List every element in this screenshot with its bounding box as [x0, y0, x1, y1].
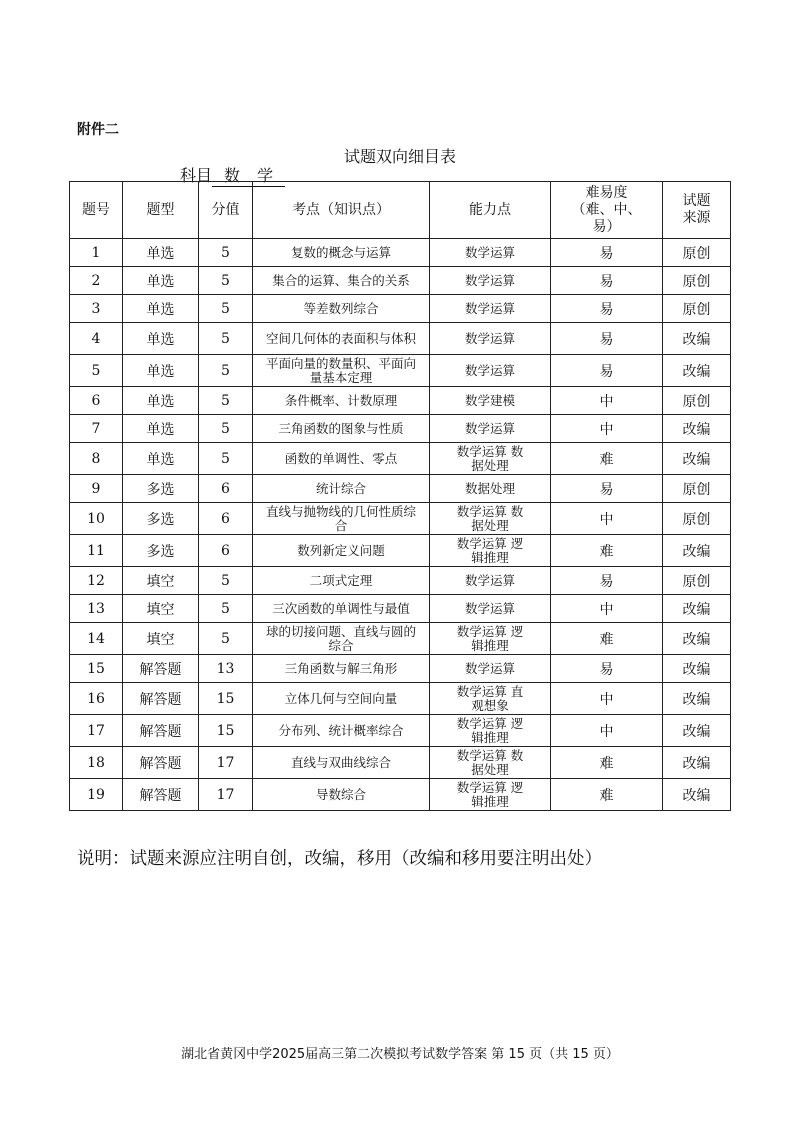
cell-source: 原创 — [663, 267, 731, 295]
cell-no: 16 — [70, 683, 123, 715]
cell-difficulty: 易 — [551, 475, 663, 503]
cell-score: 6 — [199, 503, 253, 535]
cell-type: 解答题 — [123, 655, 199, 683]
cell-no: 13 — [70, 595, 123, 623]
cell-difficulty: 中 — [551, 595, 663, 623]
cell-score: 5 — [199, 323, 253, 355]
cell-no: 19 — [70, 779, 123, 811]
cell-no: 12 — [70, 567, 123, 595]
cell-difficulty: 中 — [551, 715, 663, 747]
cell-type: 单选 — [123, 239, 199, 267]
cell-type: 单选 — [123, 355, 199, 387]
cell-ability: 数学运算 — [430, 595, 551, 623]
header-source: 试题来源 — [663, 182, 731, 239]
cell-score: 5 — [199, 415, 253, 443]
cell-no: 2 — [70, 267, 123, 295]
cell-no: 14 — [70, 623, 123, 655]
attachment-label: 附件二 — [77, 122, 119, 138]
cell-type: 多选 — [123, 535, 199, 567]
cell-no: 18 — [70, 747, 123, 779]
table-row — [70, 623, 731, 655]
cell-ability: 数学运算 — [430, 323, 551, 355]
cell-no: 8 — [70, 443, 123, 475]
page-footer: 湖北省黄冈中学2025届高三第二次模拟考试数学答案 第 15 页（共 15 页） — [181, 1047, 619, 1062]
cell-source: 改编 — [663, 535, 731, 567]
cell-difficulty: 难 — [551, 623, 663, 655]
cell-score: 5 — [199, 623, 253, 655]
document-title: 试题双向细目表 — [343, 147, 456, 166]
cell-point: 数列新定义问题 — [253, 535, 430, 567]
table-row — [70, 715, 731, 747]
cell-point: 分布列、统计概率综合 — [253, 715, 430, 747]
cell-type: 单选 — [123, 295, 199, 323]
cell-point: 三次函数的单调性与最值 — [253, 595, 430, 623]
table-row — [70, 295, 731, 323]
cell-score: 5 — [199, 239, 253, 267]
header-difficulty: 难易度（难、中、易） — [551, 182, 663, 239]
cell-difficulty: 难 — [551, 443, 663, 475]
cell-score: 5 — [199, 355, 253, 387]
table-row — [70, 415, 731, 443]
cell-type: 多选 — [123, 503, 199, 535]
cell-score: 5 — [199, 595, 253, 623]
cell-source: 改编 — [663, 683, 731, 715]
cell-ability: 数学运算 逻辑推理 — [430, 715, 551, 747]
header-no: 题号 — [70, 182, 123, 239]
cell-difficulty: 易 — [551, 267, 663, 295]
cell-ability: 数学建模 — [430, 387, 551, 415]
cell-score: 17 — [199, 747, 253, 779]
cell-source: 原创 — [663, 503, 731, 535]
table-row — [70, 683, 731, 715]
cell-type: 多选 — [123, 475, 199, 503]
cell-source: 改编 — [663, 323, 731, 355]
cell-score: 6 — [199, 475, 253, 503]
cell-type: 解答题 — [123, 715, 199, 747]
cell-source: 原创 — [663, 387, 731, 415]
cell-ability: 数学运算 逻辑推理 — [430, 779, 551, 811]
cell-type: 填空 — [123, 623, 199, 655]
cell-source: 改编 — [663, 779, 731, 811]
cell-type: 单选 — [123, 323, 199, 355]
cell-ability: 数学运算 逻辑推理 — [430, 623, 551, 655]
cell-ability: 数学运算 数据处理 — [430, 503, 551, 535]
table-row — [70, 387, 731, 415]
cell-point: 平面向量的数量积、平面向量基本定理 — [253, 355, 430, 387]
cell-no: 17 — [70, 715, 123, 747]
table-row — [70, 267, 731, 295]
cell-score: 5 — [199, 295, 253, 323]
cell-source: 改编 — [663, 595, 731, 623]
cell-ability: 数学运算 — [430, 655, 551, 683]
cell-point: 空间几何体的表面积与体积 — [253, 323, 430, 355]
cell-source: 改编 — [663, 747, 731, 779]
table-row — [70, 323, 731, 355]
header-knowledge-point: 考点（知识点） — [253, 182, 430, 239]
cell-score: 5 — [199, 267, 253, 295]
cell-ability: 数学运算 数据处理 — [430, 747, 551, 779]
subject-value: 数 学 — [212, 163, 285, 187]
cell-point: 导数综合 — [253, 779, 430, 811]
table-row — [70, 355, 731, 387]
cell-difficulty: 难 — [551, 535, 663, 567]
table-row — [70, 595, 731, 623]
cell-no: 15 — [70, 655, 123, 683]
cell-no: 4 — [70, 323, 123, 355]
cell-score: 5 — [199, 387, 253, 415]
cell-type: 解答题 — [123, 683, 199, 715]
subject-label: 科目 — [180, 166, 213, 185]
cell-ability: 数学运算 — [430, 239, 551, 267]
cell-no: 5 — [70, 355, 123, 387]
table-row — [70, 779, 731, 811]
cell-no: 6 — [70, 387, 123, 415]
cell-type: 解答题 — [123, 747, 199, 779]
cell-source: 改编 — [663, 415, 731, 443]
cell-difficulty: 难 — [551, 747, 663, 779]
table-row — [70, 475, 731, 503]
cell-point: 集合的运算、集合的关系 — [253, 267, 430, 295]
table-row — [70, 443, 731, 475]
cell-difficulty: 中 — [551, 683, 663, 715]
cell-point: 直线与抛物线的几何性质综合 — [253, 503, 430, 535]
header-ability: 能力点 — [430, 182, 551, 239]
cell-type: 解答题 — [123, 779, 199, 811]
cell-point: 统计综合 — [253, 475, 430, 503]
cell-source: 原创 — [663, 567, 731, 595]
cell-ability: 数据处理 — [430, 475, 551, 503]
cell-score: 15 — [199, 715, 253, 747]
cell-score: 17 — [199, 779, 253, 811]
table-row — [70, 655, 731, 683]
cell-source: 改编 — [663, 623, 731, 655]
cell-difficulty: 易 — [551, 295, 663, 323]
cell-point: 复数的概念与运算 — [253, 239, 430, 267]
cell-ability: 数学运算 — [430, 295, 551, 323]
cell-type: 单选 — [123, 387, 199, 415]
cell-point: 条件概率、计数原理 — [253, 387, 430, 415]
cell-type: 单选 — [123, 415, 199, 443]
cell-difficulty: 易 — [551, 323, 663, 355]
cell-point: 立体几何与空间向量 — [253, 683, 430, 715]
cell-ability: 数学运算 数据处理 — [430, 443, 551, 475]
cell-ability: 数学运算 — [430, 415, 551, 443]
cell-ability: 数学运算 — [430, 267, 551, 295]
cell-source: 改编 — [663, 443, 731, 475]
cell-score: 13 — [199, 655, 253, 683]
cell-point: 函数的单调性、零点 — [253, 443, 430, 475]
cell-type: 单选 — [123, 443, 199, 475]
cell-source: 原创 — [663, 295, 731, 323]
table-row — [70, 567, 731, 595]
cell-difficulty: 易 — [551, 655, 663, 683]
table-row — [70, 535, 731, 567]
cell-source: 改编 — [663, 355, 731, 387]
cell-type: 单选 — [123, 267, 199, 295]
cell-ability: 数学运算 直观想象 — [430, 683, 551, 715]
specification-table — [69, 181, 731, 811]
cell-no: 3 — [70, 295, 123, 323]
cell-point: 等差数列综合 — [253, 295, 430, 323]
cell-ability: 数学运算 — [430, 355, 551, 387]
cell-type: 填空 — [123, 567, 199, 595]
cell-difficulty: 中 — [551, 387, 663, 415]
cell-score: 5 — [199, 567, 253, 595]
table-body — [70, 239, 731, 811]
cell-source: 原创 — [663, 239, 731, 267]
cell-no: 11 — [70, 535, 123, 567]
cell-difficulty: 易 — [551, 567, 663, 595]
cell-score: 5 — [199, 443, 253, 475]
table-row — [70, 503, 731, 535]
cell-difficulty: 难 — [551, 779, 663, 811]
cell-difficulty: 中 — [551, 415, 663, 443]
cell-difficulty: 易 — [551, 355, 663, 387]
cell-source: 原创 — [663, 475, 731, 503]
cell-point: 直线与双曲线综合 — [253, 747, 430, 779]
cell-score: 15 — [199, 683, 253, 715]
header-score: 分值 — [199, 182, 253, 239]
cell-point: 三角函数与解三角形 — [253, 655, 430, 683]
cell-score: 6 — [199, 535, 253, 567]
cell-no: 10 — [70, 503, 123, 535]
cell-no: 7 — [70, 415, 123, 443]
cell-type: 填空 — [123, 595, 199, 623]
table-header-row — [70, 182, 731, 239]
header-type: 题型 — [123, 182, 199, 239]
table-row — [70, 239, 731, 267]
cell-no: 1 — [70, 239, 123, 267]
cell-difficulty: 易 — [551, 239, 663, 267]
cell-source: 改编 — [663, 715, 731, 747]
cell-difficulty: 中 — [551, 503, 663, 535]
cell-no: 9 — [70, 475, 123, 503]
cell-point: 二项式定理 — [253, 567, 430, 595]
note: 说明：试题来源应注明自创，改编，移用（改编和移用要注明出处） — [77, 849, 602, 869]
cell-ability: 数学运算 — [430, 567, 551, 595]
cell-point: 球的切接问题、直线与圆的综合 — [253, 623, 430, 655]
cell-point: 三角函数的图象与性质 — [253, 415, 430, 443]
cell-source: 改编 — [663, 655, 731, 683]
table-row — [70, 747, 731, 779]
cell-ability: 数学运算 逻辑推理 — [430, 535, 551, 567]
